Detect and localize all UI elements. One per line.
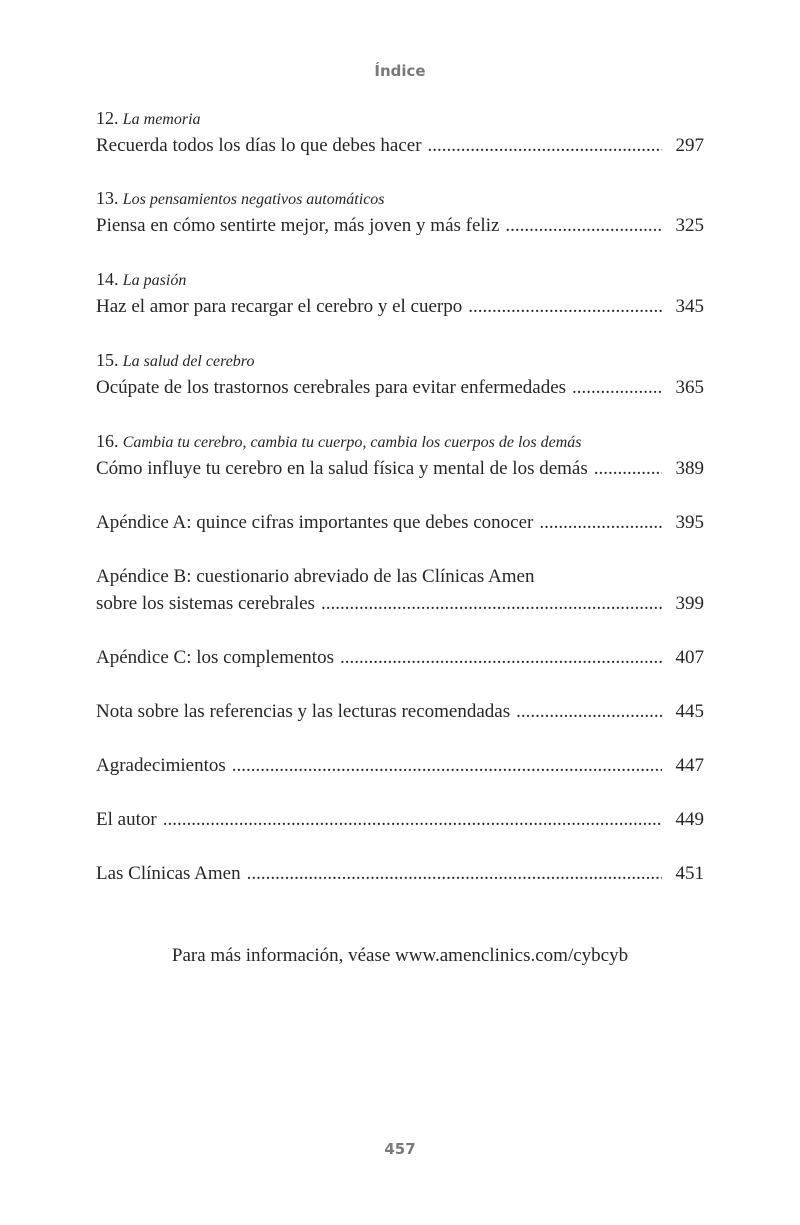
chapter-title: La pasión: [122, 272, 187, 289]
entry-text: Apéndice C: los complementos: [96, 647, 334, 668]
page-number: 365: [675, 377, 704, 398]
entry-text: El autor: [96, 809, 157, 830]
dot-leader: [539, 509, 662, 536]
toc-line: [96, 509, 704, 536]
toc-entry-chapter-15: [96, 347, 704, 401]
entry-text: Nota sobre las referencias y las lecturas recomendadas: [96, 701, 511, 722]
toc-entry-chapter-16: [96, 428, 704, 482]
chapter-subtitle-line: [96, 132, 704, 159]
toc-line: [96, 860, 704, 887]
toc-entry-note: [96, 698, 704, 725]
toc-line: [96, 563, 704, 590]
toc-line: [96, 590, 704, 617]
chapter-heading: [96, 266, 704, 293]
dot-leader: [321, 590, 662, 617]
page-number: 451: [675, 863, 704, 884]
chapter-subtitle-line: [96, 293, 704, 320]
chapter-title: La memoria: [122, 111, 201, 128]
chapter-subtitle-line: [96, 455, 704, 482]
page-number: 445: [675, 701, 704, 722]
dot-leader: [247, 860, 662, 887]
dot-leader: [468, 293, 662, 320]
running-head: Índice: [374, 62, 426, 80]
more-info-note: Para más información, véase www.amenclinics.com/cybcyb: [171, 945, 629, 966]
dot-leader: [163, 806, 662, 833]
entry-text: Apéndice A: quince cifras importantes que debes conocer: [96, 512, 534, 533]
entry-text: Agradecimientos: [96, 755, 226, 776]
chapter-subtitle: Piensa en cómo sentirte mejor, más joven y más feliz: [96, 215, 500, 236]
table-of-contents: [96, 105, 704, 887]
toc-entry-chapter-13: [96, 185, 704, 239]
dot-leader: [232, 752, 662, 779]
entry-text: Las Clínicas Amen: [96, 863, 241, 884]
page-number: 399: [675, 593, 704, 614]
page-number: 449: [675, 809, 704, 830]
chapter-heading: [96, 428, 704, 455]
toc-entry-acknowledgments: [96, 752, 704, 779]
entry-text: Apéndice B: cuestionario abreviado de las Clínicas Amen: [96, 566, 535, 587]
chapter-number: 14.: [96, 269, 119, 289]
dot-leader: [505, 212, 662, 239]
page-number: 395: [675, 512, 704, 533]
toc-entry-appendix-c: [96, 644, 704, 671]
chapter-number: 16.: [96, 431, 119, 451]
page-number: 325: [675, 215, 704, 236]
toc-entry-appendix-a: [96, 509, 704, 536]
toc-line: [96, 806, 704, 833]
chapter-title: La salud del cerebro: [122, 353, 255, 370]
toc-entry-author: [96, 806, 704, 833]
chapter-title: Cambia tu cerebro, cambia tu cuerpo, cambia los cuerpos de los demás: [122, 434, 582, 451]
toc-line: [96, 698, 704, 725]
chapter-heading: [96, 105, 704, 132]
toc-line: [96, 644, 704, 671]
chapter-subtitle: Cómo influye tu cerebro en la salud física y mental de los demás: [96, 458, 588, 479]
page-folio: 457: [384, 1140, 416, 1158]
chapter-subtitle: Recuerda todos los días lo que debes hacer: [96, 135, 422, 156]
chapter-number: 13.: [96, 188, 119, 208]
chapter-number: 12.: [96, 108, 119, 128]
toc-entry-chapter-14: [96, 266, 704, 320]
page-number: 407: [675, 647, 704, 668]
entry-text-continued: sobre los sistemas cerebrales: [96, 593, 315, 614]
dot-leader: [516, 698, 662, 725]
chapter-title: Los pensamientos negativos automáticos: [122, 191, 385, 208]
chapter-subtitle-line: [96, 212, 704, 239]
toc-entry-chapter-12: [96, 105, 704, 159]
page-number: 345: [675, 296, 704, 317]
dot-leader: [594, 455, 662, 482]
dot-leader: [572, 374, 662, 401]
page-number: 297: [675, 135, 704, 156]
chapter-number: 15.: [96, 350, 119, 370]
chapter-heading: [96, 185, 704, 212]
dot-leader: [428, 132, 662, 159]
toc-line: [96, 752, 704, 779]
chapter-heading: [96, 347, 704, 374]
chapter-subtitle: Ocúpate de los trastornos cerebrales para evitar enfermedades: [96, 377, 567, 398]
page-number: 389: [675, 458, 704, 479]
dot-leader: [340, 644, 662, 671]
toc-entry-clinics: [96, 860, 704, 887]
page-number: 447: [675, 755, 704, 776]
toc-entry-appendix-b: [96, 563, 704, 617]
chapter-subtitle: Haz el amor para recargar el cerebro y el cuerpo: [96, 296, 463, 317]
chapter-subtitle-line: [96, 374, 704, 401]
